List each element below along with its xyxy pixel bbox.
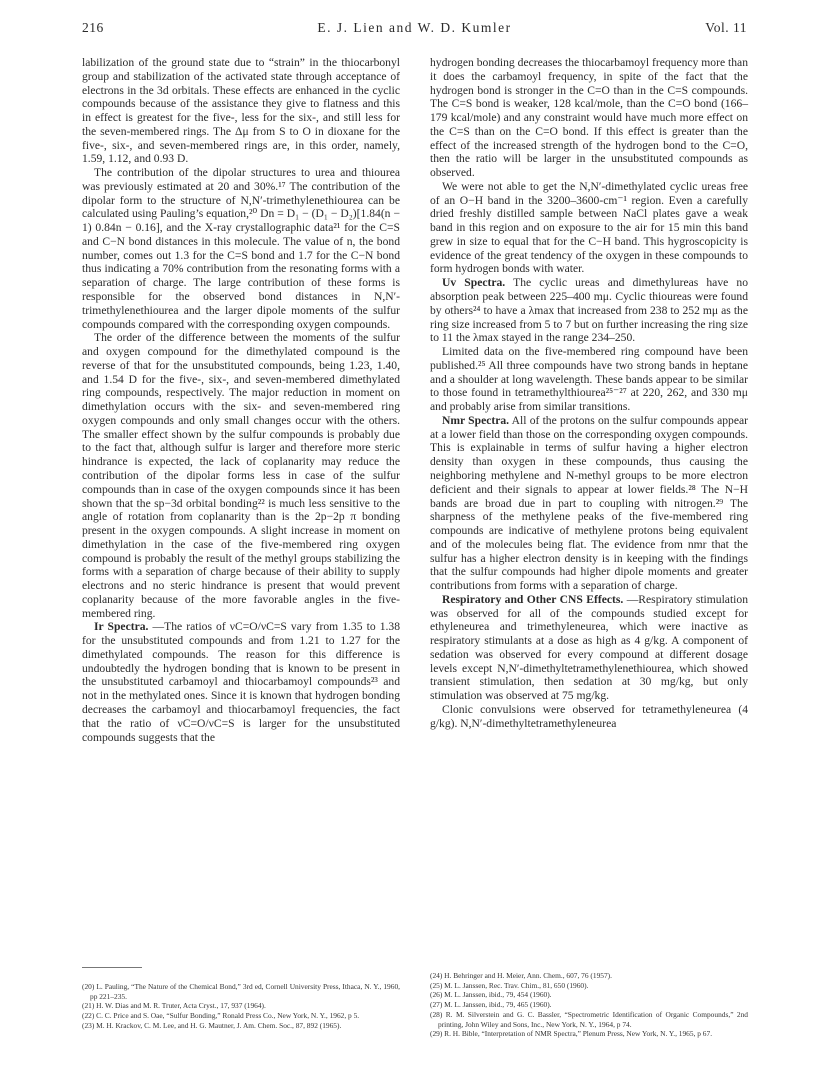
- body-paragraph: [430, 414, 748, 593]
- body-paragraph: [430, 593, 748, 703]
- paragraph-text: —The ratios of νC=O/νC=S vary from 1.35 to 1.38 for the unsubstituted compounds and from 1.21 to 1.27 for the dimethylated compounds. The reason for this difference is undoubtedly the hydrogen bonding that is known to be present in the unsubstituted carbamoyl and thiocarbamoyl compounds²³ and not in the methylated ones. Since it is known that hydrogen bonding decreases the carbamoyl and thiocarbamoyl frequencies, the fact that the ratio of νC=O/νC=S is larger for the unsubstituted compounds suggests that the: [82, 620, 400, 744]
- body-paragraph: [82, 56, 400, 166]
- body-paragraph: [82, 166, 400, 331]
- footnote: (21) H. W. Dias and M. R. Truter, Acta Cryst., 17, 937 (1964).: [82, 1001, 266, 1011]
- body-paragraph: [82, 331, 400, 620]
- body-paragraph: [430, 703, 748, 731]
- footnote: (22) C. C. Price and S. Oae, “Sulfur Bonding,” Ronald Press Co., New York, N. Y., 1962, p 5.: [82, 1011, 360, 1021]
- section-heading: Ir Spectra.: [94, 620, 149, 634]
- paragraph-text: We were not able to get the N,N′-dimethylated cyclic ureas free of an O−H band in the 3200–3600-cm⁻¹ region. Even a carefully dried freshly distilled sample between NaCl plates gave a weak band in this region and on exposure to the air for 15 min this band grew in size to equal that for the C−H band. This hygroscopicity is evidence of the great tendency of the oxygen in these compounds to form hydrogen bonds with water.: [430, 179, 748, 276]
- volume-label: Vol. 11: [705, 20, 747, 35]
- body-paragraph: [430, 276, 748, 345]
- page-number: 216: [82, 20, 104, 35]
- footnote: (26) M. L. Janssen, ibid., 79, 454 (1960).: [430, 990, 552, 1000]
- footnote: (28) R. M. Silverstein and G. C. Bassler, “Spectrometric Identification of Organic Compounds,” 2nd printing, John Wiley and Sons, Inc., New York, N. Y., 1964, p 74.: [430, 1009, 748, 1029]
- paragraph-text: The contribution of the dipolar structures to urea and thiourea was previously estimated at 20 and 30%.¹⁷ The contribution of the dipolar form to the structure of N,N′-trimethylenethiourea can be calculated using Pauling’s equation,²⁰ Dn = D₁ − (D₁ − D₂)[1.84(n − 1) 0.84n − 0.16], and the X-ray crystallographic data²¹ for the C=S and C−N bond distances in this molecule. The value of n, the bond number, comes out 1.3 for the C=S bond and 1.7 for the C−N bond thus indicating a 70% contribution from the resonating forms with a separation of charge. The large contribution of these forms is responsible for the observed bond distances in N,N′-trimethylenethiourea and the larger dipole moments of the sulfur compounds compared with the corresponding oxygen compounds.: [82, 166, 400, 331]
- paragraph-text: All of the protons on the sulfur compounds appear at a lower field than those on the corresponding oxygen compounds. This is explainable in terms of sulfur having a higher electron density than oxygen in these compounds, thus causing the neighboring methylene and N-methyl groups to be more electron deficient and their signals to appear at lower fields.²⁸ The N−H bands are broad due in part to coupling with nitrogen.²⁹ The sharpness of the methylene peaks of the five-membered ring compounds are indicative of methylene protons being equivalent and of the molecules being flat. The evidence from nmr that the sulfur has a higher electron density is in keeping with the findings that the sulfur compounds had higher dipole moments and greater contributions from forms with a separation of charge.: [430, 413, 748, 593]
- footnote: (25) M. L. Janssen, Rec. Trav. Chim., 81, 650 (1960).: [430, 980, 589, 990]
- paragraph-text: The cyclic ureas and dimethylureas have no absorption peak between 225–400 mμ. Cyclic thioureas were found by others²⁴ to have a λmax that increased from 238 to 252 mμ as the ring size increased from 5 to 7 but on further increasing the ring size to 11 the λmax stayed in the range 234–250.: [430, 276, 748, 345]
- paragraph-text: Limited data on the five-membered ring compound have been published.²⁵ All three compounds have two strong bands in heptane and a shoulder at long wavelength. These bands appear to be similar to those found in tetramethylthiourea²⁵⁻²⁷ at 220, 262, and 330 mμ and probably arise from similar transitions.: [430, 345, 748, 414]
- running-header: [82, 20, 747, 38]
- footnote: (24) H. Behringer and H. Meier, Ann. Chem., 607, 76 (1957).: [430, 971, 612, 980]
- right-column: [430, 56, 748, 731]
- paragraph-text: Clonic convulsions were observed for tetramethyleneurea (4 g/kg). N,N′-dimethyltetramethyleneurea: [430, 702, 748, 730]
- body-paragraph: [82, 620, 400, 744]
- section-heading: Nmr Spectra.: [442, 413, 510, 427]
- footnote: (23) M. H. Krackov, C. M. Lee, and H. G. Mautner, J. Am. Chem. Soc., 87, 892 (1965).: [82, 1020, 342, 1030]
- body-paragraph: [430, 345, 748, 414]
- section-heading: Respiratory and Other CNS Effects.: [442, 592, 624, 606]
- paragraph-text: labilization of the ground state due to “strain” in the thiocarbonyl group and stabilization of the activated state through acceptance of electrons in the 3d orbitals. These effects are enhanced in the cyclic compounds because of the assistance they give to flatness and this in effect is greatest for the five-, less for the six-, and still less for the seven-membered rings. The Δμ from S to O in dioxane for the five-, six-, and seven-membered rings are, in this order, namely, 1.59, 1.12, and 0.93 D.: [82, 56, 400, 166]
- body-paragraph: [430, 56, 748, 180]
- footnotes-left: [82, 982, 400, 1031]
- paragraph-text: The order of the difference between the moments of the sulfur and oxygen compound for the dimethylated compound is the reverse of that for the unsubstituted compounds, being 1.23, 1.40, and 1.54 D for the five-, six-, and seven-membered dimethylated ring compounds, respectively. The major reduction in moment on dimethylation occurs with the six- and seven-membered ring oxygen compounds and only small changes occur with the others. The smaller effect shown by the sulfur compounds is probably due to the fact that, although sulfur is larger and therefore more steric hindrance is expected, the lack of coplanarity may reduce the contribution of the dipolar forms less in case of the sulfur compounds than in case of the oxygen compounds since it has been shown that the sp−3d orbital bonding²² is much less sensitive to the angle of rotation from coplanarity than is the 2p−2p π bonding present in the oxygen compounds. A slight increase in moment on dimethylation in the case of the five-membered ring oxygen compound is probably the result of the methyl groups stabilizing the forms with a separation of charge because of their ability to supply electrons and no steric hindrance is present that would prevent coplanarity because of the more favorable angles in the five-membered ring.: [82, 331, 400, 620]
- footnote-rule-left: [82, 967, 142, 968]
- left-column: [82, 56, 400, 744]
- footnote: (20) L. Pauling, “The Nature of the Chemical Bond,” 3rd ed, Cornell University Press, Ithaca, N. Y., 1960, pp 221–235.: [82, 982, 400, 1001]
- footnote: (27) M. L. Janssen, ibid., 79, 465 (1960).: [430, 1000, 552, 1010]
- body-paragraph: [430, 180, 748, 276]
- footnote: (29) R. H. Bible, “Interpretation of NMR Spectra,” Plenum Press, New York, N. Y., 1965, p 67.: [430, 1029, 713, 1039]
- footnotes-right: [430, 971, 748, 1039]
- paragraph-text: hydrogen bonding decreases the thiocarbamoyl frequency more than it does the carbamoyl frequency, in spite of the fact that the hydrogen bond is stronger in the C=O than in the C=S compounds. The C=S bond is weaker, 128 kcal/mole, than the C=O bond (166–179 kcal/mole) and any constraint would have much more effect on the C=S than on the C=O bond. If this effect is greater than the effect of the increased strength of the hydrogen bond to the C=O, then the ratio will be larger in the unsubstituted compounds as observed.: [430, 56, 748, 180]
- section-heading: Uv Spectra.: [442, 276, 506, 290]
- paragraph-text: —Respiratory stimulation was observed for all of the compounds studied except for ethyleneurea and trimethyleneurea, which were inactive as respiratory stimulants at a dose as high as 4 g/kg. A component of sedation was observed for every compound at different dosage levels except N,N′-dimethyltetramethylenethiourea, which showed transient stimulation, then sedation at 30 mg/kg, but only stimulation was observed at 75 mg/kg.: [430, 592, 748, 703]
- running-title: E. J. Lien and W. D. Kumler: [317, 20, 512, 35]
